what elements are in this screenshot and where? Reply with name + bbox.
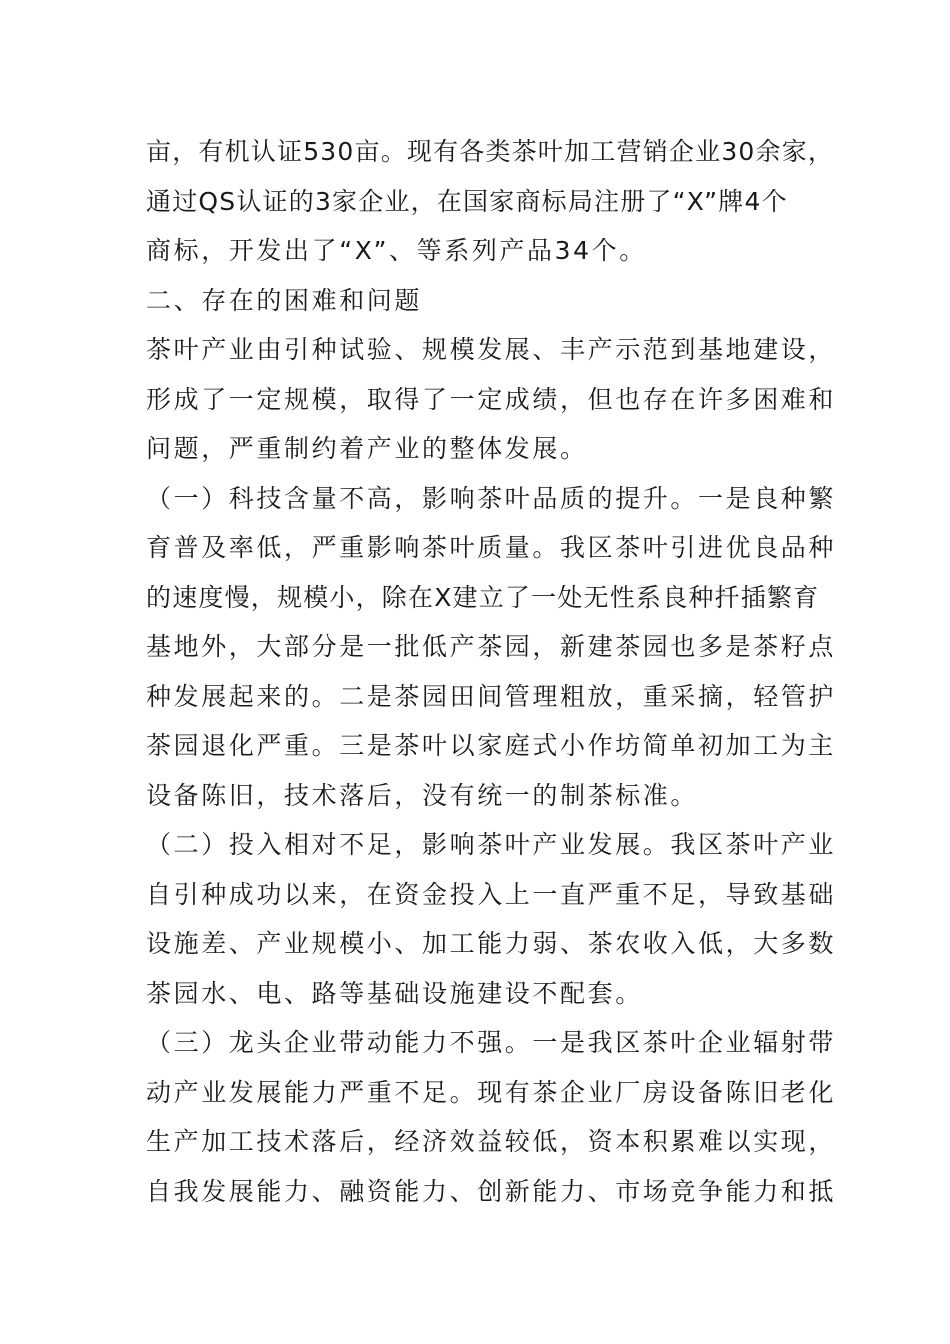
text-line: 动产业发展能力严重不足。现有茶企业厂房设备陈旧老化 (146, 1077, 837, 1107)
document-body (146, 127, 846, 1216)
text-line: 设施差、产业规模小、加工能力弱、茶农收入低，大多数 (146, 929, 837, 958)
text-line: 亩，有机认证530亩。现有各类茶叶加工营销企业30余家， (146, 137, 835, 166)
text-line: 茶园退化严重。三是茶叶以家庭式小作坊简单初加工为主 (146, 731, 837, 760)
text-line: 自引种成功以来，在资金投入上一直严重不足，导致基础 (146, 879, 837, 909)
text-line: 的速度慢，规模小，除在X建立了一处无性系良种扦插繁育 (146, 582, 820, 612)
text-line: 生产加工技术落后，经济效益较低，资本积累难以实现， (146, 1127, 837, 1156)
text-line: （三）龙头企业带动能力不强。一是我区茶叶企业辐射带 (146, 1028, 837, 1057)
text-line: 茶叶产业由引种试验、规模发展、丰产示范到基地建设， (146, 335, 837, 364)
text-line: 形成了一定规模，取得了一定成绩，但也存在许多困难和 (146, 384, 837, 414)
text-line: 种发展起来的。二是茶园田间管理粗放，重采摘，轻管护 (146, 681, 837, 711)
text-line: （一）科技含量不高，影响茶叶品质的提升。一是良种繁 (146, 483, 837, 513)
text-line: 育普及率低，严重影响茶叶质量。我区茶叶引进优良品种 (146, 533, 837, 562)
text-line: 自我发展能力、融资能力、创新能力、市场竞争能力和抵 (146, 1176, 837, 1206)
text-line: 问题，严重制约着产业的整体发展。 (146, 434, 588, 463)
section-heading: 二、存在的困难和问题 (146, 285, 423, 315)
text-line: 商标，开发出了“X”、等系列产品34个。 (146, 236, 647, 265)
text-line: 设备陈旧，技术落后，没有统一的制茶标准。 (146, 780, 699, 810)
text-line: 通过QS认证的3家企业，在国家商标局注册了“X”牌4个 (146, 186, 788, 216)
text-line: （二）投入相对不足，影响茶叶产业发展。我区茶叶产业 (146, 830, 837, 859)
text-line: 基地外，大部分是一批低产茶园，新建茶园也多是茶籽点 (146, 632, 837, 661)
text-line: 茶园水、电、路等基础设施建设不配套。 (146, 978, 643, 1008)
